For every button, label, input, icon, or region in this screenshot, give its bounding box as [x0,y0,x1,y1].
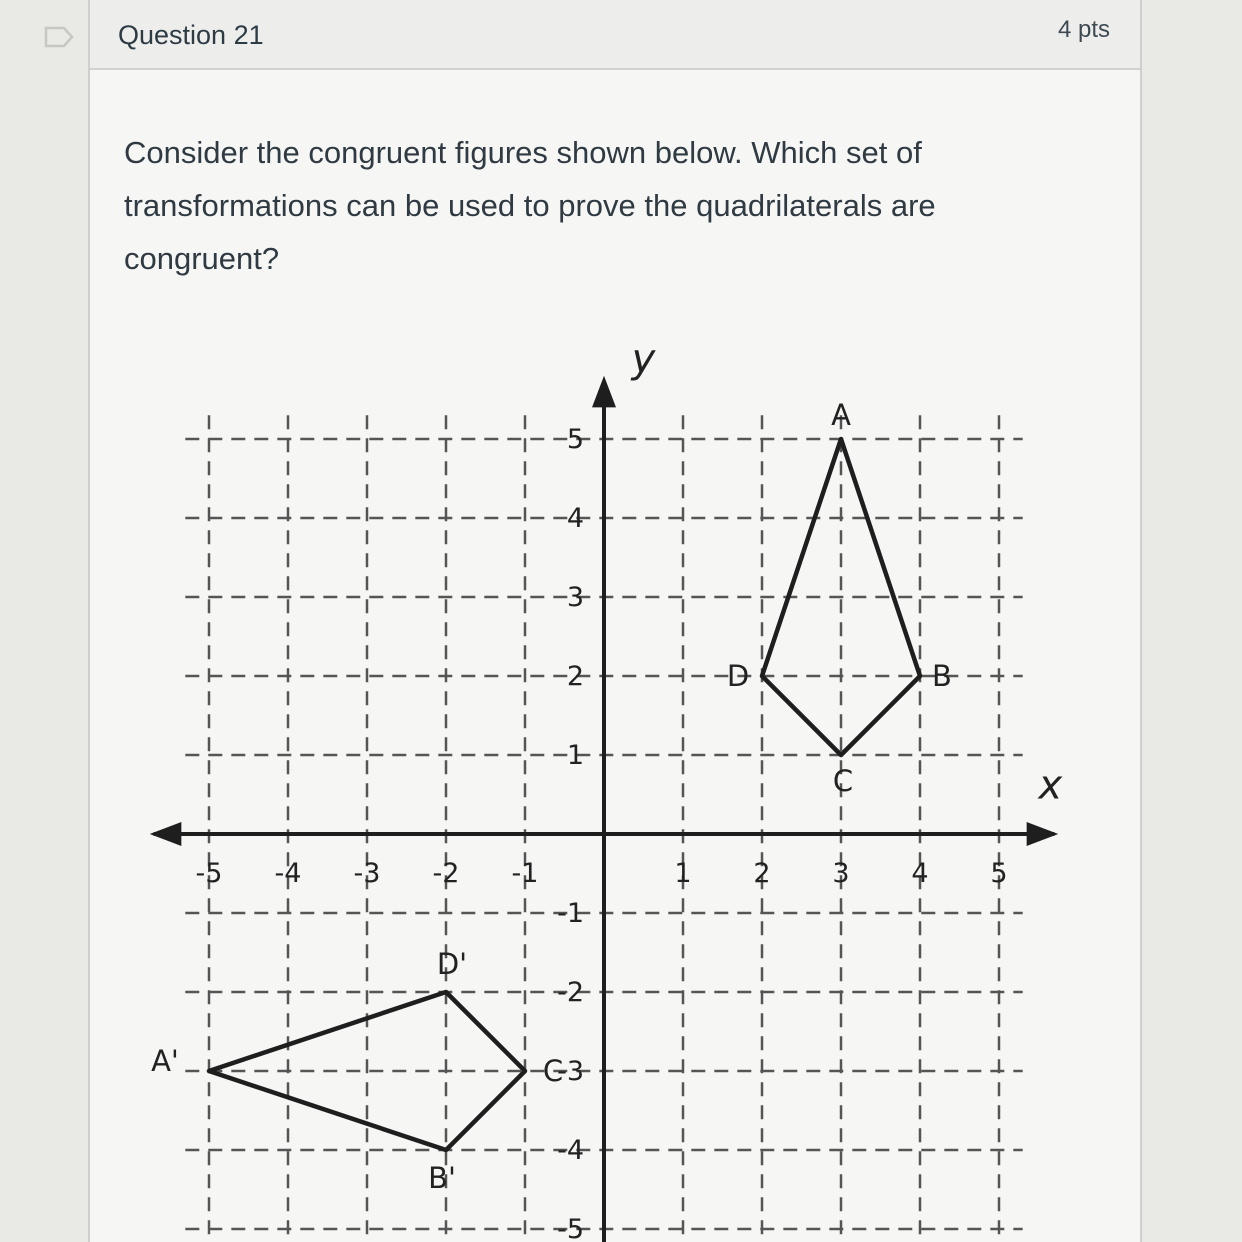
y-tick-label: -3 [557,1056,584,1087]
y-tick-label: -2 [557,977,584,1008]
y-tick-label: 4 [566,503,584,534]
y-axis-arrow-up [592,376,616,408]
y-tick-label: -1 [557,898,584,929]
question-card [88,0,1142,1242]
x-tick-label: 4 [911,858,929,889]
y-tick-label: -5 [557,1214,584,1242]
quadrilateral-image-vertex-label: B' [428,1161,456,1195]
y-axis-label: y [631,335,656,382]
quadrilateral-image-vertex-label: D' [436,947,468,981]
x-tick-label: -4 [274,858,302,889]
question-title: Question 21 [118,20,264,50]
x-tick-label: -2 [432,858,460,889]
question-points: 4 pts [1057,16,1110,43]
x-tick-label: 3 [832,858,850,889]
quadrilateral-abcd-vertex-label: C [832,764,854,798]
x-axis-arrow-left [150,822,182,846]
x-axis-label: x [1038,762,1063,809]
y-tick-label: 5 [566,424,584,455]
quadrilateral-image-vertex-label: A' [151,1044,179,1078]
question-prompt: Consider the congruent figures shown below. Which set of transformations can be used to prove the quadrilaterals are congruent? [124,135,936,276]
coordinate-graph [150,335,1160,1242]
question-header [90,0,1140,70]
x-tick-label: -1 [511,858,539,889]
x-tick-label: 5 [990,858,1008,889]
x-tick-label: 2 [753,858,771,889]
flag-icon[interactable] [44,26,74,48]
y-tick-label: 3 [566,582,584,613]
y-tick-label: 2 [566,661,584,692]
quadrilateral-abcd-vertex-label: D [726,659,750,693]
x-tick-label: -3 [353,858,381,889]
x-tick-label: -5 [195,858,223,889]
x-axis-arrow-right [1027,822,1059,846]
x-tick-label: 1 [674,858,692,889]
quadrilateral-abcd-vertex-label: B [932,659,952,693]
quadrilateral-image-vertex-label: C [542,1054,564,1088]
y-tick-label: 1 [566,740,584,771]
quadrilateral-abcd-vertex-label: A [831,398,851,432]
y-tick-label: -4 [557,1135,584,1166]
